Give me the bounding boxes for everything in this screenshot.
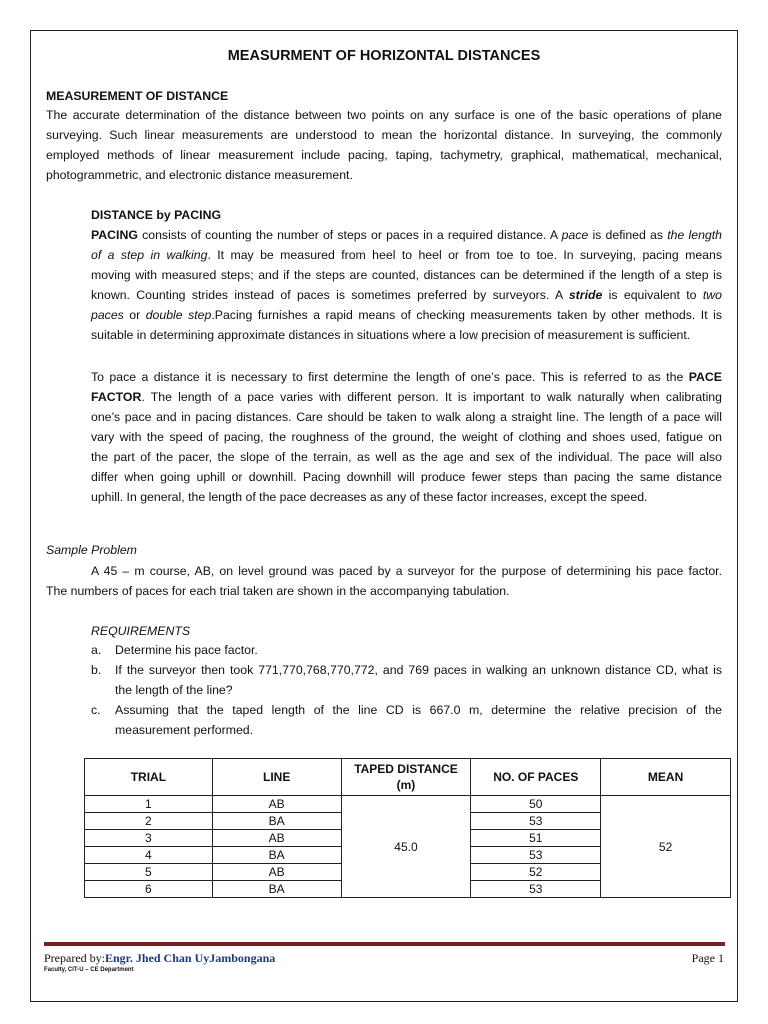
text-line: [91, 367, 722, 387]
text-line: differ when going uphill or downhill. Pacing downhill will produce fewer steps than pacing the same distance: [91, 470, 722, 484]
term-pacing: PACING: [91, 228, 138, 242]
prepared-by-label: Prepared by:: [44, 951, 105, 965]
text-span: is equivalent to: [602, 288, 703, 302]
cell-line: BA: [212, 813, 341, 830]
text-span: .Pacing furnishes a rapid means of checking measurements taken by other methods. It is: [211, 308, 722, 322]
text-line: uphill. In general, the length of the pace decreases as any of these factor increases, except the speed.: [91, 490, 648, 504]
section-heading-pacing: DISTANCE by PACING: [91, 208, 222, 222]
column-header-taped-distance: [341, 759, 471, 796]
cell-trial: 4: [85, 847, 213, 864]
page-number: Page 1: [691, 951, 724, 965]
pacing-trials-table: [84, 758, 731, 898]
text-line: [91, 285, 722, 305]
text-line: The numbers of paces for each trial taken are shown in the accompanying tabulation.: [46, 584, 510, 598]
footer-prepared-by: [44, 951, 275, 966]
text-line: vary with the speed of pacing, the roughness of the ground, the weight of clothing and shoes used, fatigue on: [91, 430, 722, 444]
requirement-text: Determine his pace factor.: [115, 643, 258, 657]
requirements-list: [91, 640, 722, 740]
text-span: of a step in walking: [91, 248, 208, 262]
cell-trial: 1: [85, 796, 213, 813]
paragraph-pace-factor: [91, 367, 722, 507]
requirement-text: Assuming that the taped length of the line CD is 667.0 m, determine the relative precision of the: [115, 703, 722, 717]
text-line: surveying. Such linear measurements are understood to mean the horizontal distance. In surveying, the commonly: [46, 128, 722, 142]
section-heading-measurement: MEASUREMENT OF DISTANCE: [46, 89, 229, 103]
term-factor: FACTOR: [91, 390, 142, 404]
text-line: [91, 225, 722, 245]
cell-mean: 52: [601, 796, 731, 898]
text-span: . It may be measured from heel to heel or from toe to toe. In surveying, pacing means: [207, 248, 722, 262]
cell-trial: 6: [85, 881, 213, 898]
cell-line: BA: [212, 847, 341, 864]
list-marker: a.: [91, 643, 102, 657]
cell-paces: 53: [471, 847, 601, 864]
cell-line: AB: [212, 830, 341, 847]
paragraph-pacing: [91, 225, 722, 345]
cell-paces: 51: [471, 830, 601, 847]
term-stride: stride: [568, 288, 603, 302]
text-span: two: [702, 288, 722, 302]
text-span: is defined as: [588, 228, 668, 242]
text-span: consists of counting the number of steps or paces in a required distance. A: [137, 228, 562, 242]
text-span: the length: [667, 228, 722, 242]
page-title: MEASURMENT OF HORIZONTAL DISTANCES: [227, 48, 541, 64]
text-span: double step: [145, 308, 212, 322]
paragraph-measurement: [46, 105, 722, 185]
text-line: [91, 305, 722, 325]
requirement-text: the length of the line?: [115, 683, 233, 697]
footer-affiliation: Faculty, CIT-U – CE Department: [44, 967, 134, 973]
footer-divider: [44, 942, 725, 946]
header-unit: (m): [396, 778, 416, 792]
cell-line: BA: [212, 881, 341, 898]
header-text: TAPED DISTANCE: [354, 762, 458, 776]
text-line: suitable in determining approximate distances in situations where a low precision of measurement is sufficient.: [91, 328, 691, 342]
cell-trial: 2: [85, 813, 213, 830]
requirement-text: If the surveyor then took 771,770,768,770,772, and 769 paces in walking an unknown distance CD, what is: [115, 663, 722, 677]
text-line: one’s pace and in pacing distances. Care should be taken to walk along a straight line. The length of a pace will: [91, 410, 722, 424]
table-row: [85, 796, 731, 813]
cell-paces: 53: [471, 881, 601, 898]
cell-line: AB: [212, 864, 341, 881]
text-line: the part of the pacer, the slope of the terrain, as well as the age and sex of the individual. The pace will also: [91, 450, 722, 464]
cell-paces: 53: [471, 813, 601, 830]
column-header-trial: TRIAL: [85, 759, 213, 796]
text-line: [91, 387, 722, 407]
text-line: photogrammetric, and electronic distance measurement.: [46, 168, 353, 182]
text-span: paces: [91, 308, 124, 322]
cell-trial: 3: [85, 830, 213, 847]
text-span: known. Counting strides instead of paces is sometimes preferred by surveyors. A: [91, 288, 569, 302]
text-span: . The length of a pace varies with different person. It is important to walk naturally when calibrating: [141, 390, 722, 404]
text-span: or: [123, 308, 146, 322]
term-pace-factor: PACE: [688, 370, 722, 384]
sample-problem-heading: Sample Problem: [46, 543, 137, 557]
cell-paces: 50: [471, 796, 601, 813]
list-marker: b.: [91, 663, 102, 677]
author-name: Engr. Jhed Chan UyJambongana: [104, 951, 276, 965]
cell-trial: 5: [85, 864, 213, 881]
cell-paces: 52: [471, 864, 601, 881]
list-marker: c.: [91, 703, 101, 717]
term-pace: pace: [561, 228, 589, 242]
column-header-mean: MEAN: [601, 759, 731, 796]
column-header-line: LINE: [212, 759, 341, 796]
requirements-heading: REQUIREMENTS: [91, 624, 191, 638]
text-line: moving with measured steps; and if the steps are counted, distances can be determined if the length of a step is: [91, 268, 722, 282]
cell-taped-distance: 45.0: [341, 796, 471, 898]
requirement-text: measurement performed.: [115, 723, 254, 737]
text-span: To pace a distance it is necessary to first determine the length of one’s pace. This is referred to as the: [91, 370, 689, 384]
text-line: employed methods of linear measurement include pacing, taping, tachymetry, graphical, mathematical, mechanical,: [46, 148, 722, 162]
text-line: A 45 – m course, AB, on level ground was paced by a surveyor for the purpose of determining his pace factor.: [91, 564, 722, 578]
cell-line: AB: [212, 796, 341, 813]
table-header-row: [85, 759, 731, 796]
paragraph-sample-problem: [46, 561, 722, 601]
text-line: [91, 245, 722, 265]
text-line: The accurate determination of the distance between two points on any surface is one of the basic operations of plane: [46, 108, 722, 122]
column-header-paces: NO. OF PACES: [471, 759, 601, 796]
